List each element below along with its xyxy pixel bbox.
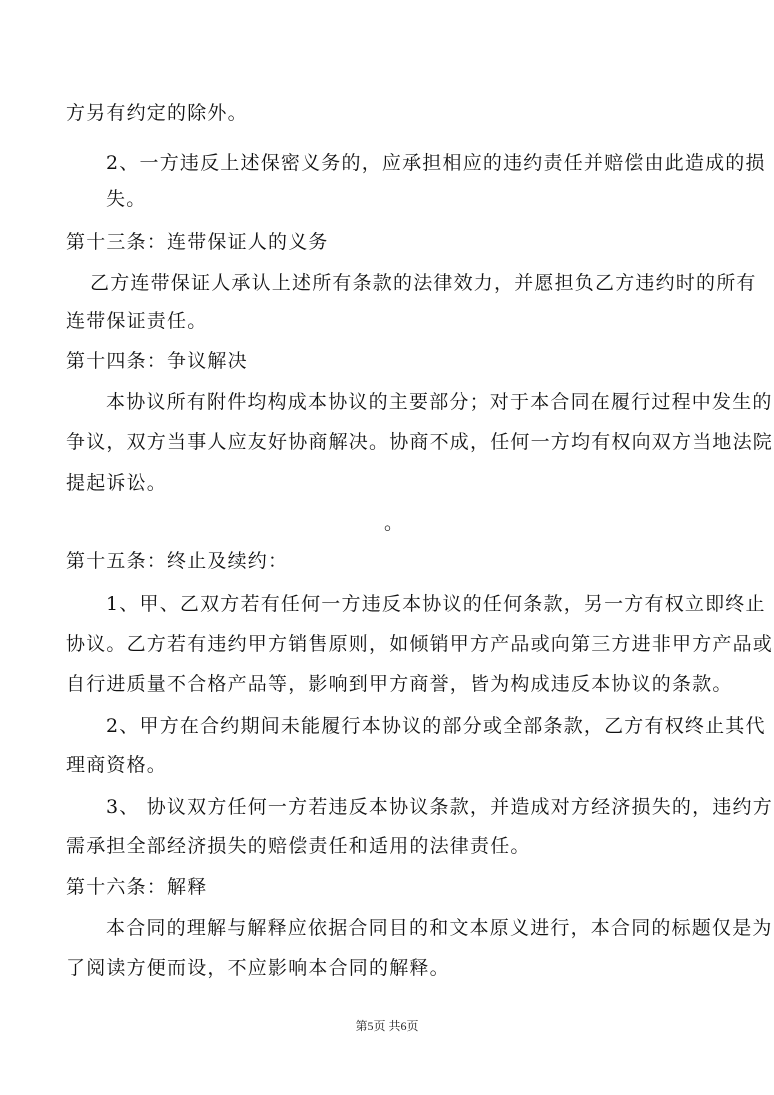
section-heading-13: 第十三条：连带保证人的义务 xyxy=(66,231,329,253)
text-line: 失。 xyxy=(106,188,147,210)
text-line: 争议，双方当事人应友好协商解决。协商不成，任何一方均有权向双方当地法院 xyxy=(66,431,774,453)
text-line: 2、甲方在合约期间未能履行本协议的部分或全部条款，乙方有权终止其代 xyxy=(106,715,766,737)
text-line: 本合同的理解与解释应依据合同目的和文本原义进行，本合同的标题仅是为 xyxy=(106,917,773,939)
text-line: 提起诉讼。 xyxy=(66,472,168,494)
section-heading-15: 第十五条：终止及续约： xyxy=(66,550,289,572)
text-line: 协议。乙方若有违约甲方销售原则，如倾销甲方产品或向第三方进非甲方产品或 xyxy=(66,633,774,655)
stray-punctuation: 。 xyxy=(384,512,405,534)
section-heading-14: 第十四条：争议解决 xyxy=(66,350,248,372)
text-line: 了阅读方便而设，不应影响本合同的解释。 xyxy=(66,957,450,979)
page-number: 第5页 共6页 xyxy=(355,1019,419,1033)
text-line: 2、一方违反上述保密义务的，应承担相应的违约责任并赔偿由此造成的损 xyxy=(106,152,766,174)
text-line: 1、甲、乙双方若有任何一方违反本协议的任何条款，另一方有权立即终止 xyxy=(106,593,766,615)
text-line: 连带保证责任。 xyxy=(66,310,208,332)
text-line: 本协议所有附件均构成本协议的主要部分；对于本合同在履行过程中发生的 xyxy=(106,391,773,413)
text-line: 乙方连带保证人承认上述所有条款的法律效力，并愿担负乙方违约时的所有 xyxy=(90,272,757,294)
text-line: 理商资格。 xyxy=(66,754,168,776)
text-line: 需承担全部经济损失的赔偿责任和适用的法律责任。 xyxy=(66,835,531,857)
section-heading-16: 第十六条：解释 xyxy=(66,876,208,898)
text-line: 3、 协议双方任何一方若违反本协议条款，并造成对方经济损失的，违约方 xyxy=(106,796,773,818)
text-line: 方另有约定的除外。 xyxy=(66,102,248,124)
text-line: 自行进质量不合格产品等，影响到甲方商誉，皆为构成违反本协议的条款。 xyxy=(66,673,733,695)
